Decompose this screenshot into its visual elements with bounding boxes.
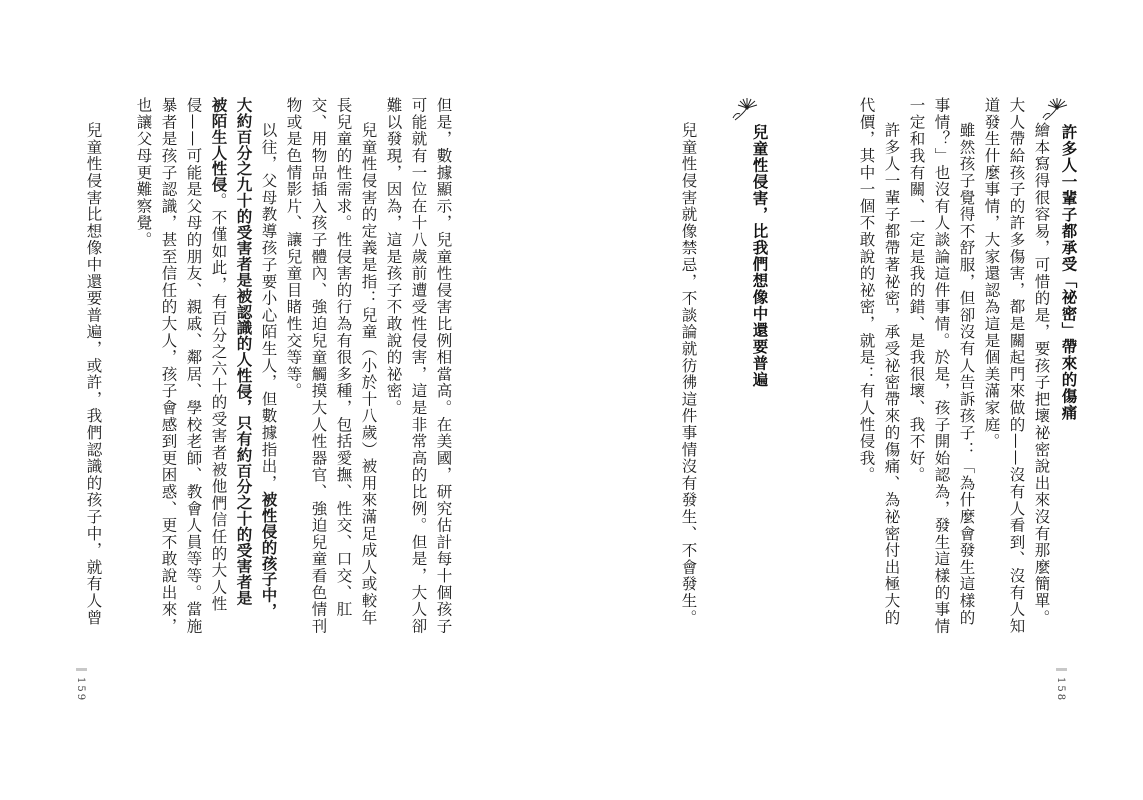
- text-line: 事情？」也沒有人談論這件事情。於是，孩子開始認為，發生這樣的事情: [932, 97, 951, 635]
- text-line: 但是，數據顯示，兒童性侵害比例相當高。在美國，研究估計每十個孩子: [434, 97, 453, 635]
- text-line: 雖然孩子覺得不舒服，但卻沒有人告訴孩子：「為什麼會發生這樣的: [957, 122, 976, 626]
- text-line: 侵——可能是父母的朋友、親戚、鄰居、學校老師、教會人員等等。當施: [184, 97, 203, 635]
- page-158: [571, 0, 1143, 800]
- bold-text-segment: 被性侵的孩子中，: [259, 491, 278, 619]
- page-number-bar: [76, 668, 87, 671]
- page-number: 159: [75, 677, 86, 703]
- section-heading-secret: 許多人一輩子都承受「祕密」帶來的傷痛: [1059, 124, 1078, 421]
- text-line: 物或是色情影片、讓兒童目睹性交等等。: [284, 97, 303, 400]
- text-segment: 。不僅如此，有百分之六十的受害者被他們信任的大人性: [209, 192, 228, 613]
- text-line: 許多人一輩子都帶著祕密，承受祕密帶來的傷痛、為祕密付出極大的: [882, 122, 901, 626]
- dandelion-flower-icon: [1041, 96, 1075, 122]
- page-number: 158: [1055, 677, 1066, 703]
- text-line: 繪本寫得很容易，可惜的是，要孩子把壞祕密說出來沒有那麼簡單。: [1032, 122, 1051, 626]
- page-number-bar: [1056, 668, 1067, 671]
- text-line: [210, 97, 226, 612]
- bold-text-line: 大約百分之九十的受害者是被認識的人性侵，只有約百分之十的受害者是: [234, 97, 253, 606]
- text-line: 也讓父母更難察覺。: [134, 97, 153, 249]
- text-line: 道發生什麼事情，大家還認為這是個美滿家庭。: [982, 97, 1001, 450]
- text-line: 兒童性侵害的定義是指：兒童（小於十八歲）被用來滿足成人或較年: [359, 122, 378, 626]
- dandelion-flower-icon: [731, 96, 765, 122]
- text-segment: 以往，父母教導孩子要小心陌生人，但數據指出，: [259, 122, 278, 492]
- text-line: 兒童性侵害比想像中還要普遍，或許，我們認識的孩子中，就有人曾: [84, 122, 103, 626]
- bold-text-segment: 被陌生人性侵: [209, 97, 228, 193]
- page-159: [0, 0, 571, 800]
- text-line: 可能就有一位在十八歲前遭受性侵害，這是非常高的比例。但是，大人卻: [409, 97, 428, 635]
- text-line: 大人帶給孩子的許多傷害，都是關起門來做的——沒有人看到、沒有人知: [1007, 97, 1026, 635]
- section-heading-prevalence: 兒童性侵害，比我們想像中還要普遍: [750, 124, 769, 388]
- text-line: 暴者是孩子認識，甚至信任的大人，孩子會感到更困惑、更不敢說出來，: [159, 97, 178, 635]
- text-line: [260, 122, 276, 619]
- text-line: 兒童性侵害就像禁忌，不談論就彷彿這件事情沒有發生、不會發生。: [679, 122, 698, 626]
- text-line: 長兒童的性需求。性侵害的行為有很多種，包括愛撫、性交、口交、肛: [334, 97, 353, 618]
- text-line: 交、用物品插入孩子體內、強迫兒童觸摸大人性器官、強迫兒童看色情刊: [309, 97, 328, 635]
- text-line: 一定和我有關、一定是我的錯、是我很壞、我不好。: [907, 97, 926, 484]
- text-line: 難以發現，因為，這是孩子不敢說的祕密。: [384, 97, 403, 417]
- text-line: 代價，其中一個不敢說的祕密，就是：有人性侵我。: [857, 97, 876, 484]
